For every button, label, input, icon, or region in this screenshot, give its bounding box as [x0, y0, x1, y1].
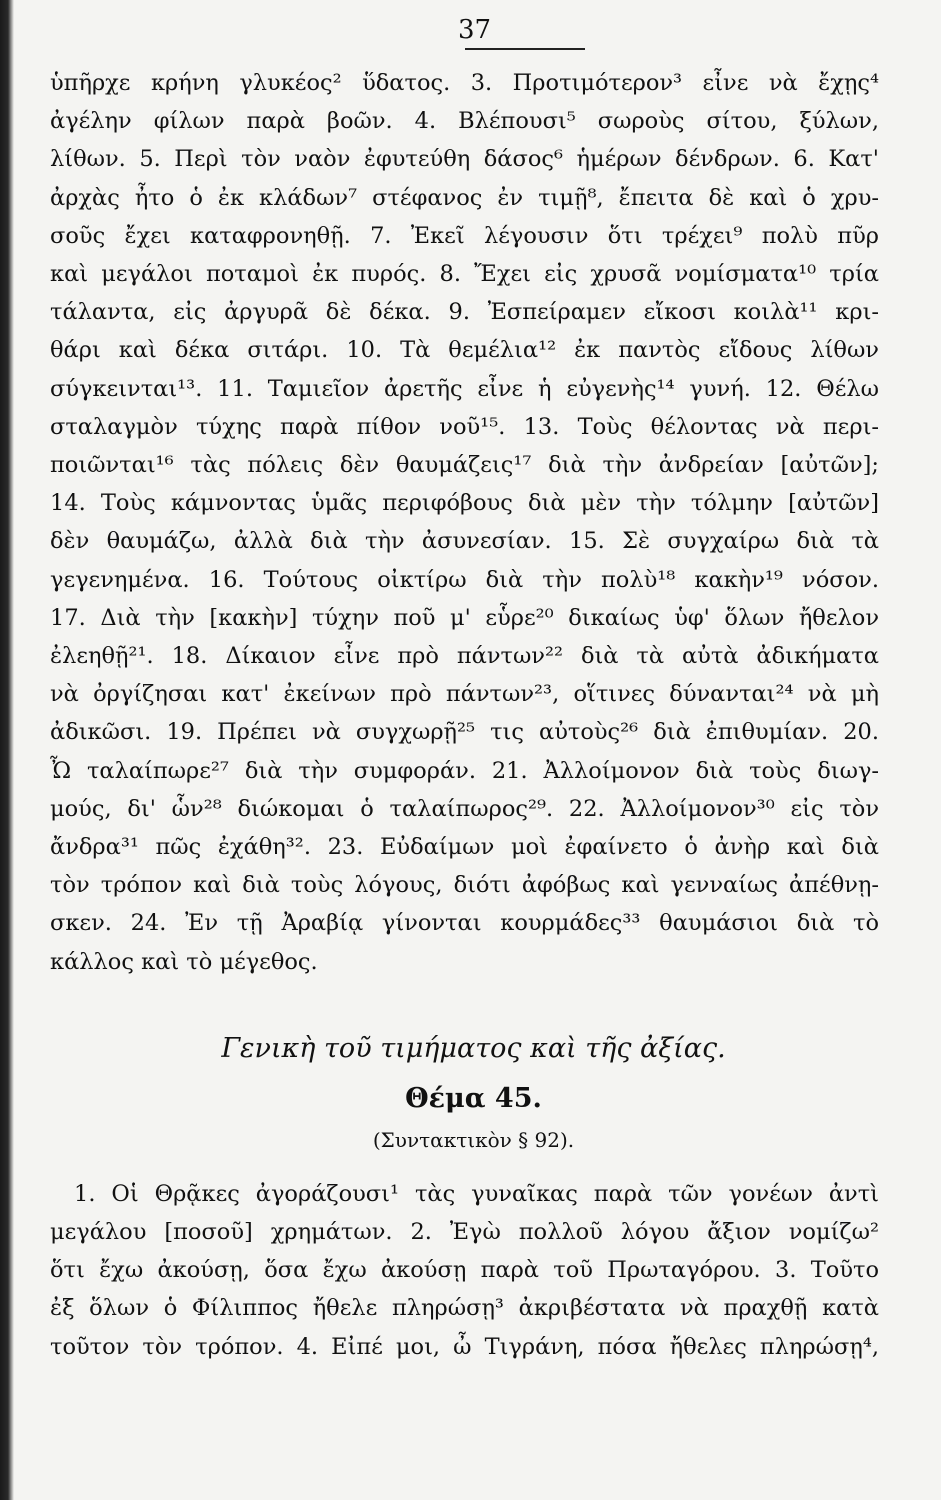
section-title: Γενικὴ τοῦ τιμήματος καὶ τῆς ἀξίας.: [221, 1032, 726, 1064]
text-line: τάλαντα, εἰς ἀργυρᾶ δὲ δέκα. 9. Ἐσπείραμεν εἴκοσι κοιλὰ¹¹ κρι-: [50, 299, 879, 326]
exercise-paragraph-2: [50, 1175, 879, 1366]
text-line: νὰ ὀργίζησαι κατ' ἐκείνων πρὸ πάντων²³, οἵτινες δύνανται²⁴ νὰ μὴ: [50, 681, 879, 708]
text-line: γεγενημένα. 16. Τούτους οἰκτίρω διὰ τὴν πολὺ¹⁸ κακὴν¹⁹ νόσον.: [50, 566, 879, 593]
text-line: σταλαγμὸν τύχης παρὰ πίθον νοῦ¹⁵. 13. Τοὺς θέλοντας νὰ περι-: [50, 413, 879, 440]
text-line: ἀδικῶσι. 19. Πρέπει νὰ συγχωρῇ²⁵ τις αὐτοὺς²⁶ διὰ ἐπιθυμίαν. 20.: [50, 719, 879, 746]
text-line: μούς, δι' ὧν²⁸ διώκομαι ὁ ταλαίπωρος²⁹. 22. Ἀλλοίμονον³⁰ εἰς τὸν: [50, 795, 879, 822]
header-rule: [465, 48, 585, 50]
text-line: σοῦς ἔχει καταφρονηθῇ. 7. Ἐκεῖ λέγουσιν ὅτι τρέχει⁹ πολὺ πῦρ: [50, 222, 879, 249]
text-line: ποιῶνται¹⁶ τὰς πόλεις δὲν θαυμάζεις¹⁷ διὰ τὴν ἀνδρείαν [αὐτῶν];: [50, 452, 879, 479]
text-line: ἀρχὰς ἦτο ὁ ἐκ κλάδων⁷ στέφανος ἐν τιμῇ⁸, ἔπειτα δὲ καὶ ὁ χρυ-: [50, 184, 879, 211]
text-line: θάρι καὶ δέκα σιτάρι. 10. Τὰ θεμέλια¹² ἐκ παντὸς εἴδους λίθων: [50, 337, 879, 364]
text-line: ὅτι ἔχω ἀκούσῃ, ὅσα ἔχω ἀκούσῃ παρὰ τοῦ Πρωταγόρου. 3. Τοῦτο: [50, 1257, 879, 1284]
page-number: 37: [457, 15, 492, 45]
text-line: καὶ μεγάλοι ποταμοὶ ἐκ πυρός. 8. Ἔχει εἰς χρυσᾶ νομίσματα¹⁰ τρία: [50, 261, 879, 288]
text-line: Ὦ ταλαίπωρε²⁷ διὰ τὴν συμφοράν. 21. Ἀλλοίμονον διὰ τοὺς διωγ-: [50, 757, 879, 784]
text-line: κάλλος καὶ τὸ μέγεθος.: [50, 948, 318, 975]
text-line: 14. Τοὺς κάμνοντας ὑμᾶς περιφόβους διὰ μὲν τὴν τόλμην [αὐτῶν]: [50, 490, 879, 517]
text-line: λίθων. 5. Περὶ τὸν ναὸν ἐφυτεύθη δάσος⁶ ἡμέρων δένδρων. 6. Κατ': [50, 146, 879, 173]
text-line: σύγκεινται¹³. 11. Ταμιεῖον ἀρετῆς εἶνε ἡ εὐγενὴς¹⁴ γυνή. 12. Θέλω: [50, 375, 879, 402]
text-line: τὸν τρόπον καὶ διὰ τοὺς λόγους, διότι ἀφόβως καὶ γενναίως ἀπέθνῃ-: [50, 872, 879, 899]
text-line: ἐξ ὅλων ὁ Φίλιππος ἤθελε πληρώσῃ³ ἀκριβέστατα νὰ πραχθῇ κατὰ: [50, 1295, 879, 1322]
text-line: μεγάλου [ποσοῦ] χρημάτων. 2. Ἐγὼ πολλοῦ λόγου ἄξιον νομίζω²: [50, 1219, 879, 1246]
text-line: 1. Οἱ Θρᾷκες ἀγοράζουσι¹ τὰς γυναῖκας παρὰ τῶν γονέων ἀντὶ: [74, 1180, 879, 1207]
text-line: δὲν θαυμάζω, ἀλλὰ διὰ τὴν ἀσυνεσίαν. 15. Σὲ συγχαίρω διὰ τὰ: [50, 528, 879, 555]
text-line: τοῦτον τὸν τρόπον. 4. Εἰπέ μοι, ὦ Τιγράνη, πόσα ἤθελες πληρώσῃ⁴,: [50, 1333, 879, 1360]
text-line: ἀγέλην φίλων παρὰ βοῶν. 4. Βλέπουσι⁵ σωροὺς σίτου, ξύλων,: [50, 108, 879, 135]
text-line: ὑπῆρχε κρήνη γλυκέος² ὕδατος. 3. Προτιμότερον³ εἶνε νὰ ἔχῃς⁴: [50, 70, 879, 96]
text-line: σκεν. 24. Ἐν τῇ Ἀραβίᾳ γίνονται κουρμάδες³³ θαυμάσιοι διὰ τὸ: [50, 910, 879, 937]
grammar-reference: (Συντακτικὸν § 92).: [372, 1127, 575, 1152]
theme-title: Θέμα 45.: [405, 1082, 542, 1114]
page-binding-edge: [0, 0, 14, 1500]
exercise-paragraph: [50, 64, 879, 981]
text-line: ἄνδρα³¹ πῶς ἐχάθη³². 23. Εὐδαίμων μοὶ ἐφαίνετο ὁ ἀνὴρ καὶ διὰ: [50, 834, 879, 861]
text-line: 17. Διὰ τὴν [κακὴν] τύχην ποῦ μ' εὗρε²⁰ δικαίως ὑφ' ὅλων ἤθελον: [50, 604, 879, 631]
text-line: ἐλεηθῇ²¹. 18. Δίκαιον εἶνε πρὸ πάντων²² διὰ τὰ αὐτὰ ἀδικήματα: [50, 643, 879, 670]
